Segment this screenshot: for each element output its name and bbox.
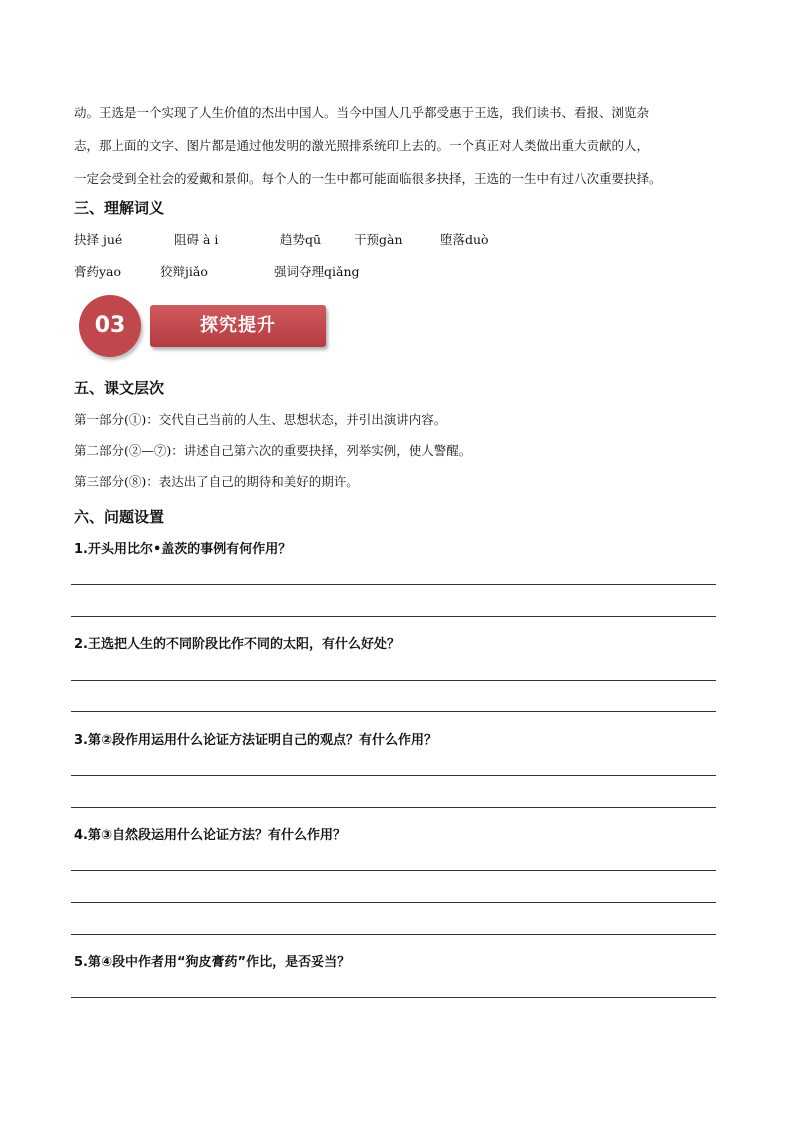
structure-item: 第三部分(⑧)：表达出了自己的期待和美好的期许。 <box>74 474 359 489</box>
answer-line[interactable] <box>71 934 716 935</box>
answer-line[interactable] <box>71 711 716 712</box>
structure-item: 第二部分(②—⑦)：讲述自己第六次的重要抉择，列举实例，使人警醒。 <box>74 443 472 458</box>
vocab-item: 阻碍 à i <box>174 232 219 247</box>
vocab-item: 趋势qū <box>280 232 322 247</box>
vocab-item: 干预gàn <box>354 232 403 247</box>
vocab-item: 抉择 jué <box>74 232 123 247</box>
answer-line[interactable] <box>71 680 716 681</box>
answer-line[interactable] <box>71 870 716 871</box>
section-number: 03 <box>94 313 126 338</box>
vocab-item: 狡辩jiǎo <box>160 264 208 279</box>
question-3: 3.第②段作用运用什么论证方法证明自己的观点？有什么作用？ <box>74 733 437 748</box>
answer-line[interactable] <box>71 997 716 998</box>
intro-line-2: 志，那上面的文字、图片都是通过他发明的激光照排系统印上去的。一个真正对人类做出重大贡献的人， <box>74 138 650 153</box>
answer-line[interactable] <box>71 584 716 585</box>
answer-line[interactable] <box>71 616 716 617</box>
structure-section-title: 五、课文层次 <box>74 379 165 397</box>
vocab-section-title: 三、理解词义 <box>74 199 165 217</box>
structure-list <box>74 404 724 497</box>
vocab-row-2 <box>74 262 724 282</box>
intro-line-1: 动。王选是一个实现了人生价值的杰出中国人。当今中国人几乎都受惠于王选，我们读书、看报、浏览杂 <box>74 105 650 120</box>
vocab-row-1 <box>74 230 724 250</box>
vocab-item: 堕落duò <box>440 232 489 247</box>
structure-item: 第一部分(①)：交代自己当前的人生、思想状态，并引出演讲内容。 <box>74 412 447 427</box>
answer-line[interactable] <box>71 807 716 808</box>
question-1: 1.开头用比尔•盖茨的事例有何作用？ <box>74 542 292 557</box>
section-number-badge <box>79 295 141 357</box>
intro-paragraph <box>74 96 724 195</box>
question-5: 5.第④段中作者用“狗皮膏药”作比，是否妥当？ <box>74 955 351 970</box>
answer-line[interactable] <box>71 775 716 776</box>
answer-line[interactable] <box>71 902 716 903</box>
vocab-item: 膏药yao <box>74 264 122 279</box>
question-4: 4.第③自然段运用什么论证方法？有什么作用？ <box>74 828 346 843</box>
intro-line-3: 一定会受到全社会的爱戴和景仰。每个人的一生中都可能面临很多抉择，王选的一生中有过八次重要抉择。 <box>74 171 662 186</box>
questions-section-title: 六、问题设置 <box>74 508 165 526</box>
vocab-item: 强词夺理qiǎng <box>274 264 360 279</box>
question-2: 2.王选把人生的不同阶段比作不同的太阳，有什么好处？ <box>74 637 400 652</box>
section-banner-title: 探究提升 <box>150 305 326 347</box>
